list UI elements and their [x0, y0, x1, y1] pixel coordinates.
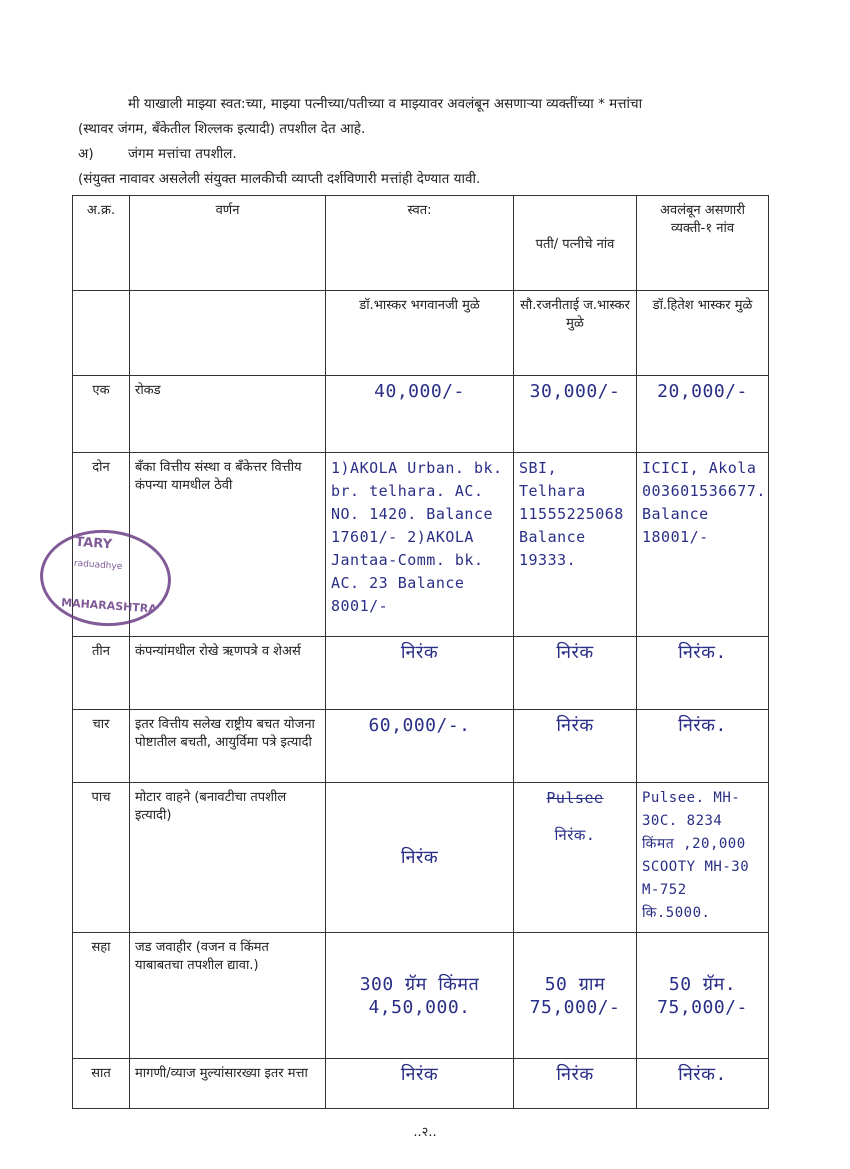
row-description: जड जवाहीर (वजन व किंमत याबाबतचा तपशील द्यावा.)	[130, 933, 326, 1059]
intro-para-line2: (स्थावर जंगम, बँकेतील शिल्लक इत्यादी) तपशील देत आहे.	[78, 121, 366, 137]
table-row	[73, 376, 769, 453]
cell-spouse: निरंक	[514, 637, 637, 710]
cell-self: निरंक	[326, 637, 514, 710]
name-dependent: डॉ.हितेश भास्कर मुळे	[637, 291, 769, 376]
assets-table	[72, 195, 769, 1109]
intro-note: (संयुक्त नावावर असलेली संयुक्त मालकीची व्याप्ती दर्शविणारी मत्तांही देण्यात यावी.	[78, 171, 481, 187]
cell-self: निरंक	[326, 1059, 514, 1109]
cell-self: 300 ग्रॅम किंमत 4,50,000.	[326, 933, 514, 1059]
table-row	[73, 637, 769, 710]
section-title: जंगम मत्तांचा तपशील.	[128, 146, 237, 162]
table-row	[73, 1059, 769, 1109]
header-dependent: अवलंबून असणारी व्यक्ती-१ नांव	[637, 196, 769, 291]
page-number: ..२..	[413, 1125, 437, 1140]
cell-self: 40,000/-	[326, 376, 514, 453]
names-desc-empty	[130, 291, 326, 376]
row-number: दोन	[73, 453, 130, 637]
intro-para-line1: मी याखाली माझ्या स्वत:च्या, माझ्या पत्नीच्या/पतीच्या व माझ्यावर अवलंबून असणाऱ्या व्यक्तींच्या * मत्तांचा	[128, 96, 643, 112]
struck-entry: Pulsee	[546, 789, 604, 807]
cell-spouse: 50 ग्राम 75,000/-	[514, 933, 637, 1059]
header-sr: अ.क्र.	[73, 196, 130, 291]
cell-dependent: निरंक.	[637, 710, 769, 783]
section-label: अ)	[78, 146, 94, 162]
row-description: रोकड	[130, 376, 326, 453]
intro-block	[78, 92, 778, 192]
table-row	[73, 933, 769, 1059]
cell-self: 1)AKOLA Urban. bk. br. telhara. AC. NO. 1420. Balance 17601/- 2)AKOLA Jantaa-Comm. bk. AC. 23 Balance 8001/-	[326, 453, 514, 637]
cell-self: निरंक	[326, 783, 514, 933]
stamp-text-top: TARY	[74, 534, 113, 553]
row-number: एक	[73, 376, 130, 453]
cell-dependent: Pulsee. MH-30C. 8234 किंमत ,20,000 SCOOTY MH-30 M-752 कि.5000.	[637, 783, 769, 933]
cell-spouse: निरंक	[514, 1059, 637, 1109]
header-self: स्वत:	[326, 196, 514, 291]
row-description: मागणी/व्याज मुल्यांसारख्या इतर मत्ता	[130, 1059, 326, 1109]
row-description: इतर वित्तीय सलेख राष्ट्रीय बचत योजना पोष्टातील बचती, आयुर्विमा पत्रे इत्यादी	[130, 710, 326, 783]
header-desc: वर्णन	[130, 196, 326, 291]
row-number: सात	[73, 1059, 130, 1109]
cell-dependent: ICICI, Akola 003601536677. Balance 18001/-	[637, 453, 769, 637]
cell-dependent: 20,000/-	[637, 376, 769, 453]
spouse-value: निरंक.	[554, 826, 596, 844]
table-row	[73, 783, 769, 933]
names-row	[73, 291, 769, 376]
row-number: चार	[73, 710, 130, 783]
header-row	[73, 196, 769, 291]
row-description: मोटार वाहने (बनावटीचा तपशील इत्यादी)	[130, 783, 326, 933]
cell-spouse	[514, 783, 637, 933]
table-row	[73, 453, 769, 637]
row-description: बँका वित्तीय संस्था व बँकेत्तर वित्तीय कंपन्या यामधील ठेवी	[130, 453, 326, 637]
cell-self: 60,000/-.	[326, 710, 514, 783]
header-spouse: पती/ पत्नीचे नांव	[514, 196, 637, 291]
names-sr-empty	[73, 291, 130, 376]
cell-dependent: 50 ग्रॅम. 75,000/-	[637, 933, 769, 1059]
cell-spouse: 30,000/-	[514, 376, 637, 453]
name-spouse: सौ.रजनीताई ज.भास्कर मुळे	[514, 291, 637, 376]
row-number: तीन	[73, 637, 130, 710]
cell-dependent: निरंक.	[637, 637, 769, 710]
row-number: पाच	[73, 783, 130, 933]
stamp-text-middle: raduadhye	[73, 558, 123, 573]
row-description: कंपन्यांमधील रोखे ऋणपत्रे व शेअर्स	[130, 637, 326, 710]
name-self: डॉ.भास्कर भगवानजी मुळे	[326, 291, 514, 376]
cell-dependent: निरंक.	[637, 1059, 769, 1109]
cell-spouse: निरंक	[514, 710, 637, 783]
row-number: सहा	[73, 933, 130, 1059]
table-row	[73, 710, 769, 783]
section-heading	[78, 142, 778, 167]
cell-spouse: SBI, Telhara 11555225068 Balance 19333.	[514, 453, 637, 637]
stamp-text-bottom: MAHARASHTRA	[60, 595, 158, 616]
